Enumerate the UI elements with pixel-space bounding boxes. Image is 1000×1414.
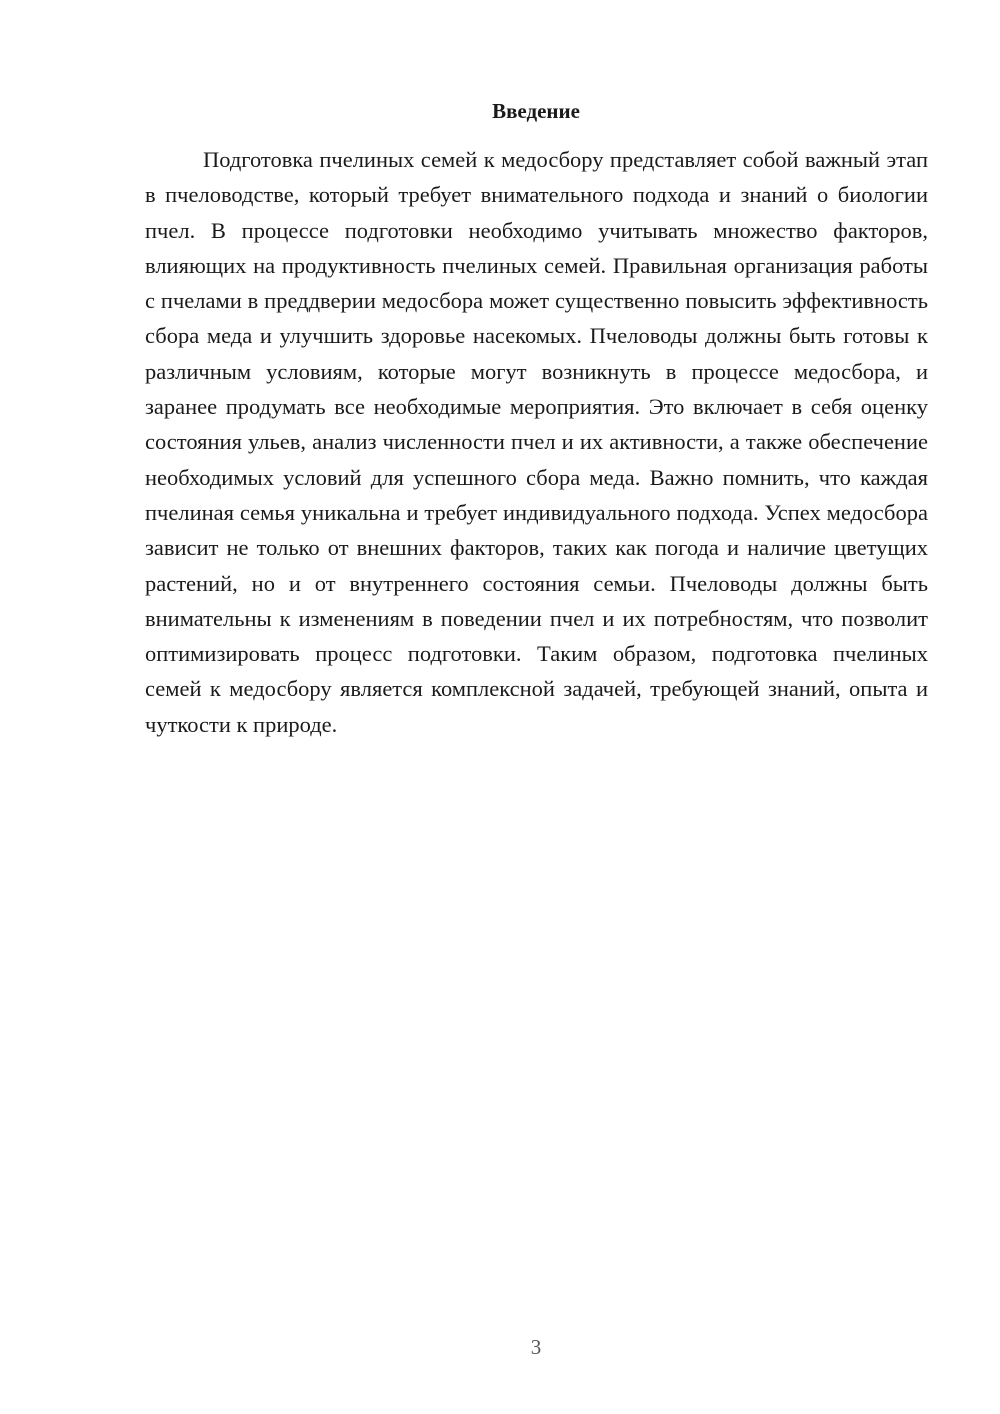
introduction-paragraph: Подготовка пчелиных семей к медосбору представляет собой важный этап в пчеловодстве, который требует внимательного подхода и знаний о биологии пчел. В процессе подготовки необходимо учитывать множество факторов, влияющих на продуктивность пчелиных семей. Правильная организация работы с пчелами в преддверии медосбора может существенно повысить эффективность сбора меда и улучшить здоровье насекомых. Пчеловоды должны быть готовы к различным условиям, которые могут возникнуть в процессе медосбора, и заранее продумать все необходимые мероприятия. Это включает в себя оценку состояния ульев, анализ численности пчел и их активности, а также обеспечение необходимых условий для успешного сбора меда. Важно помнить, что каждая пчелиная семья уникальна и требует индивидуального подхода. Успех медосбора зависит не только от внешних факторов, таких как погода и наличие цветущих растений, но и от внутреннего состояния семьи. Пчеловоды должны быть внимательны к изменениям в поведении пчел и их потребностям, что позволит оптимизировать процесс подготовки. Таким образом, подготовка пчелиных семей к медосбору является комплексной задачей, требующей знаний, опыта и чуткости к природе. xyxy=(145,147,928,737)
page-number: 3 xyxy=(530,1335,542,1359)
page-title: Введение xyxy=(492,99,580,123)
